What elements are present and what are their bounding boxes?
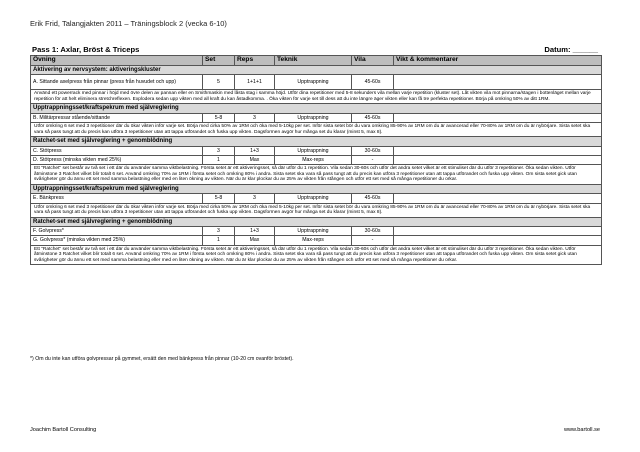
footer-company: Joachim Bartoll Consulting <box>30 427 97 433</box>
exercise-comment-field[interactable] <box>394 75 602 90</box>
section-heading <box>31 184 602 193</box>
exercise-name: C. Stötpress <box>31 146 203 155</box>
section-description <box>31 165 602 185</box>
section-description-text: Ett "Ratchet" set består av två set i ett där du använder samma viktbelastning. Första setet är ett aktiveringsset, så där utför du 1 repetition. Vila sedan 30-60s och utför det andra setet vilket är ett stimuliset där du utför 3 repetitioner. Öka sedan vikten. Utför åtminstone 3 Ratchet vilket blir totalt 6 set. Använd omkring 70% av 1RM i första setet och omkring 80% i andra. Sista setet ska vara så pass tungt att du precis kan utföra 3 repetitioner utan att tappa utförandet och fuska upp vikten. Om sista setet gick utan svårigheter gör du ännu ett set med samma belastning eller med en liten ökning av vikten. När du är klar plockar du av 25% av vikten från stången och utför ett set med så många repetitioner du orkar. <box>31 165 602 185</box>
exercise-vila: 30-60s <box>352 146 394 155</box>
exercise-reps: Max <box>235 236 275 245</box>
section-heading-text: Upptrappningsset/kraftspekrum med självreglering <box>31 184 602 193</box>
exercise-row <box>31 194 602 203</box>
exercise-row <box>31 227 602 236</box>
exercise-reps: 1+3 <box>235 146 275 155</box>
header-row <box>31 56 602 66</box>
section-description <box>31 123 602 137</box>
section-heading <box>31 104 602 113</box>
section-description-text: Använd ett powerrack med pinnar i höjd med övre delen av pannan eller en Smithmaskin med låsta stag i samma höjd. Utför dina repetitioner med 5-8 sekunders vila mellan varje repetition (kluster set). Låt vikten vila mot pinnarna/stagen i bottenläget mellan varje repetition för att helt eliminera stretchreflexen. Explodera sedan upp vikten med all kraft du kan åstadkomma. . Öka vikten för varje set till dess att du inte längre äger vikten eller kan få tre perfekta repetitioner. Börja på omkring 50% av ditt 1RM. <box>31 90 602 104</box>
section-heading-text: Upptrappningsset/kraftspekrum med självreglering <box>31 104 602 113</box>
exercise-teknik: Max-reps <box>275 236 352 245</box>
pass-title: Pass 1: Axlar, Bröst & Triceps <box>32 45 140 54</box>
exercise-row <box>31 75 602 90</box>
exercise-reps: Max <box>235 155 275 164</box>
exercise-set: 3 <box>203 227 235 236</box>
section-heading <box>31 217 602 226</box>
col-header-set: Set <box>203 56 235 66</box>
section-heading-text: Aktivering av nervsystem: aktiveringskluster <box>31 66 602 75</box>
section-description-text: Ett "Ratchet" set består av två set i ett där du använder samma viktbelastning. Första setet är ett aktiveringsset, så där utför du 1 repetition. Vila sedan 30-60s och utför det andra setet vilket är ett stimuliset där du utför 3 repetitioner. Öka sedan vikten. Utför åtminstone 3 Ratchet vilket blir totalt 6 set. Använd omkring 70% av 1RM i första setet och omkring 80% i andra. Sista setet ska vara så pass tungt att du precis kan utföra 3 repetitioner utan att tappa utförandet och fuska upp vikten. Om sista setet gick utan svårigheter gör du ännu ett set med samma belastning eller med en liten ökning av vikten. När du är klar plockar du av 25% av vikten från stången och utför ett set med så många repetitioner du orkar. <box>31 245 602 265</box>
exercise-reps: 1+1+1 <box>235 75 275 90</box>
exercise-comment-field[interactable] <box>394 236 602 245</box>
section-description-text: Utför omkring 6 set med 3 repetitioner där du ökar vikten inför varje set. Börja med cirka 50% av 1RM och öka med 5-10kg per set. Inför sista setet bör du vara omkring 85-90% av 1RM om du är avancerad eller 70-80% av 1RM om du är nybörjare. Sista setet ska vara så pass tungt att du precis kan utföra 3 repetitioner utan att tappa utförandet och fuska upp vikten. Dagsformen avgör hur många set du klarar (minst 5, max 8). <box>31 203 602 217</box>
col-header-reps: Reps <box>235 56 275 66</box>
exercise-set: 5 <box>203 75 235 90</box>
exercise-reps: 3 <box>235 113 275 122</box>
exercise-teknik: Upptrappning <box>275 113 352 122</box>
footnote: *) Om du inte kan utföra golvpressar på gymmet, ersätt den med bänkpress från pinnar (10-20 cm ovanför bröstet). <box>30 356 294 362</box>
col-header-ovning: Övning <box>31 56 203 66</box>
exercise-vila: 45-60s <box>352 194 394 203</box>
exercise-comment-field[interactable] <box>394 146 602 155</box>
exercise-name: A. Sittande axelpress från pinnar (press från huvudet och upp) <box>31 75 203 90</box>
section-description-text: Utför omkring 6 set med 3 repetitioner där du ökar vikten inför varje set. Börja med cirka 50% av 1RM och öka med 5-10kg per set. Inför sista setet bör du vara omkring 85-90% av 1RM om du är avancerad eller 70-80% av 1RM om du är nybörjare. Sista setet ska vara så pass tungt att du precis kan utföra 3 repetitioner utan att tappa utförandet och fuska upp vikten. Dagsformen avgör hur många set du klarar (minst 5, max 8). <box>31 123 602 137</box>
exercise-teknik: Upptrappning <box>275 194 352 203</box>
exercise-name: D. Stötpress (minska vikten med 25%) <box>31 155 203 164</box>
exercise-teknik: Upptrappning <box>275 146 352 155</box>
exercise-vila: 45-60s <box>352 75 394 90</box>
exercise-vila: - <box>352 155 394 164</box>
date-field: Datum: ______ <box>544 45 598 54</box>
exercise-row <box>31 146 602 155</box>
exercise-set: 3 <box>203 146 235 155</box>
section-description <box>31 203 602 217</box>
exercise-comment-field[interactable] <box>394 113 602 122</box>
exercise-set: 1 <box>203 155 235 164</box>
col-header-vila: Vila <box>352 56 394 66</box>
exercise-row <box>31 236 602 245</box>
exercise-name: B. Militärpressar stående/sittande <box>31 113 203 122</box>
exercise-comment-field[interactable] <box>394 194 602 203</box>
section-heading <box>31 137 602 146</box>
exercise-reps: 3 <box>235 194 275 203</box>
exercise-teknik: Upptrappning <box>275 75 352 90</box>
exercise-vila: - <box>352 236 394 245</box>
exercise-teknik: Upptrappning <box>275 227 352 236</box>
exercise-row <box>31 155 602 164</box>
exercise-set: 1 <box>203 236 235 245</box>
workout-table <box>30 55 602 265</box>
document-header: Erik Frid, Talangjakten 2011 – Träningsblock 2 (vecka 6-10) <box>30 19 227 28</box>
exercise-vila: 45-60s <box>352 113 394 122</box>
section-description <box>31 245 602 265</box>
exercise-set: 5-8 <box>203 194 235 203</box>
exercise-name: E. Bänkpress <box>31 194 203 203</box>
col-header-teknik: Teknik <box>275 56 352 66</box>
exercise-set: 5-8 <box>203 113 235 122</box>
section-heading <box>31 66 602 75</box>
section-heading-text: Ratchet-set med självreglering + genomblödning <box>31 217 602 226</box>
exercise-reps: 1+3 <box>235 227 275 236</box>
exercise-comment-field[interactable] <box>394 227 602 236</box>
exercise-comment-field[interactable] <box>394 155 602 164</box>
exercise-teknik: Max-reps <box>275 155 352 164</box>
exercise-name: G. Golvpress* (minska vikten med 25%) <box>31 236 203 245</box>
section-heading-text: Ratchet-set med självreglering + genomblödning <box>31 137 602 146</box>
exercise-vila: 30-60s <box>352 227 394 236</box>
exercise-name: F. Golvpress* <box>31 227 203 236</box>
section-description <box>31 90 602 104</box>
footer-website: www.bartoll.se <box>563 427 600 433</box>
exercise-row <box>31 113 602 122</box>
col-header-kommentarer: Vikt & kommentarer <box>394 56 602 66</box>
